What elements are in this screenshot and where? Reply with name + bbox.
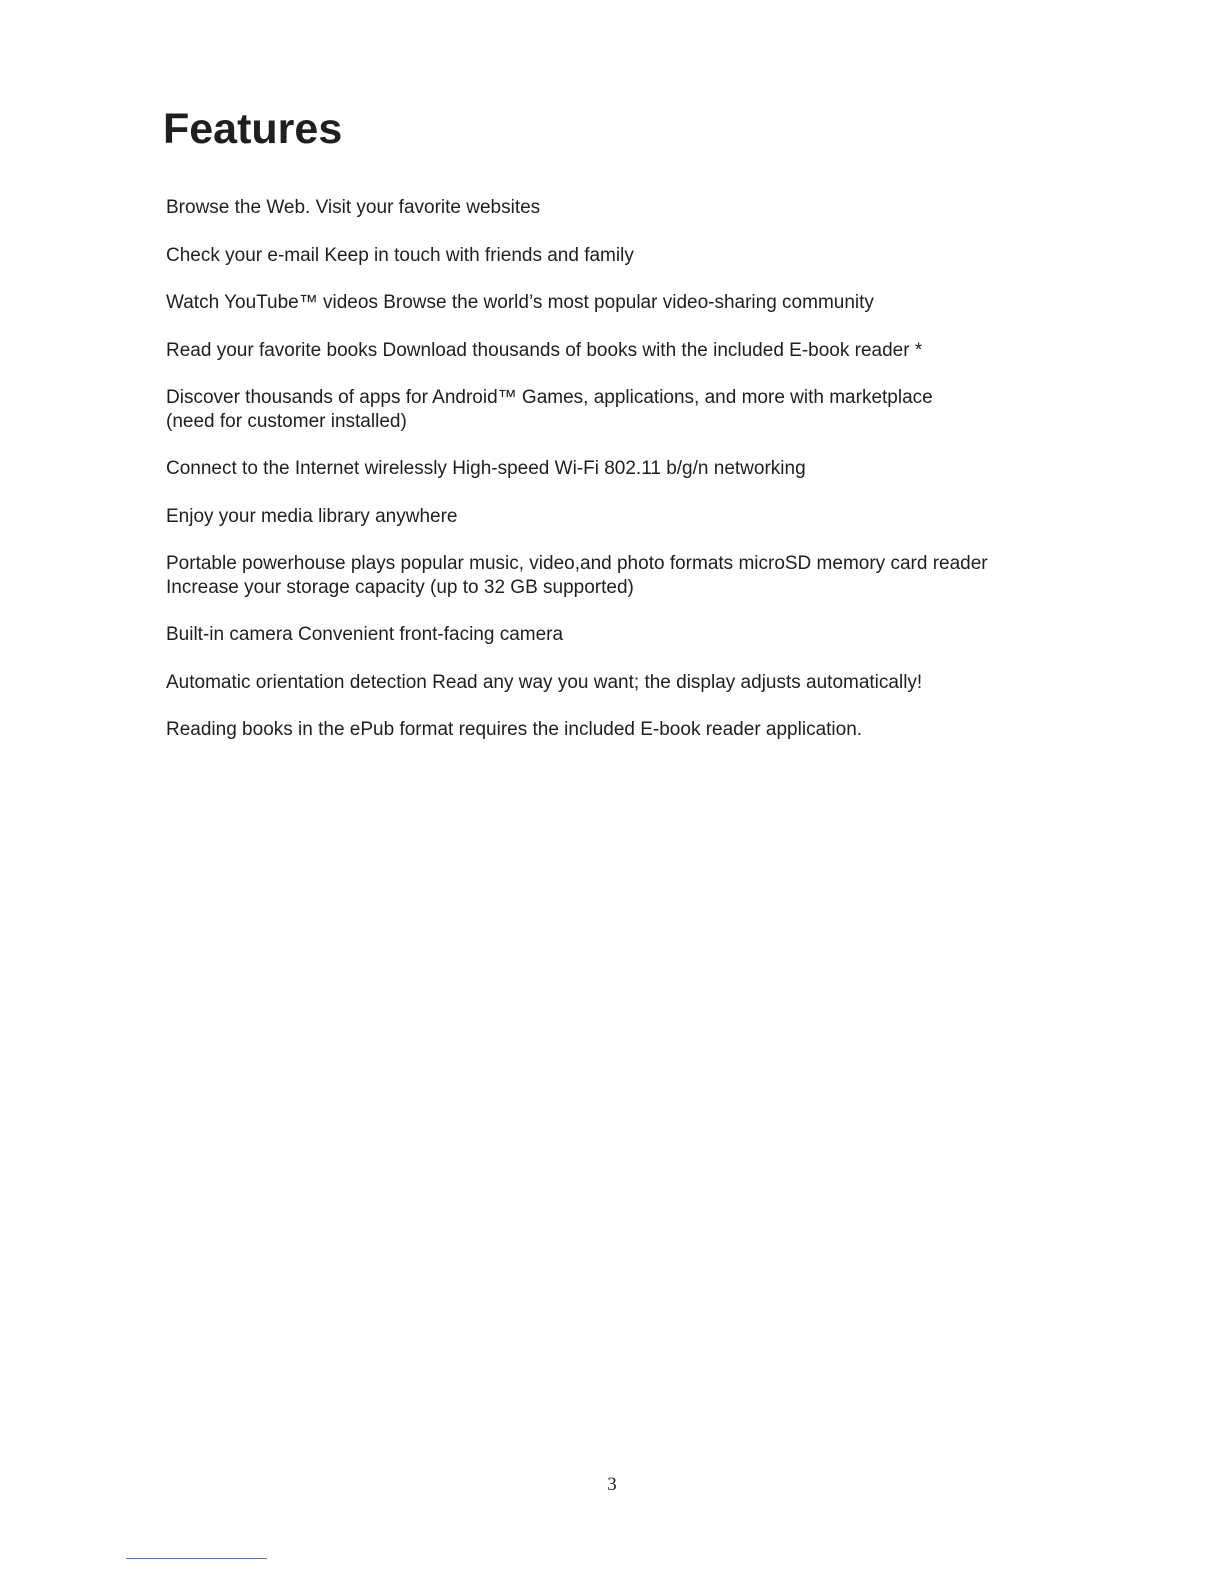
- page-title: Features: [163, 105, 343, 153]
- feature-item: Browse the Web. Visit your favorite websites: [166, 197, 541, 218]
- feature-item: Reading books in the ePub format requires the included E-book reader application.: [166, 719, 863, 740]
- feature-item: Portable powerhouse plays popular music, video,and photo formats microSD memory card reader Increase your storage capacity (up to 32 GB supported): [166, 553, 988, 598]
- feature-item: Connect to the Internet wirelessly High-speed Wi-Fi 802.11 b/g/n networking: [166, 458, 806, 479]
- feature-list: [166, 196, 1066, 766]
- page-number: 3: [607, 1474, 617, 1495]
- feature-item: Discover thousands of apps for Android™ Games, applications, and more with marketplace (need for customer installed): [166, 387, 933, 432]
- feature-item: Automatic orientation detection Read any way you want; the display adjusts automatically!: [166, 671, 923, 693]
- feature-item: Check your e-mail Keep in touch with friends and family: [166, 244, 634, 266]
- feature-item: Watch YouTube™ videos Browse the world’s most popular video-sharing community: [166, 292, 874, 313]
- feature-item: Read your favorite books Download thousands of books with the included E-book reader *: [166, 339, 923, 361]
- feature-item: Enjoy your media library anywhere: [166, 505, 458, 527]
- feature-item: Built-in camera Convenient front-facing camera: [166, 624, 564, 645]
- footer-divider: [126, 1558, 267, 1559]
